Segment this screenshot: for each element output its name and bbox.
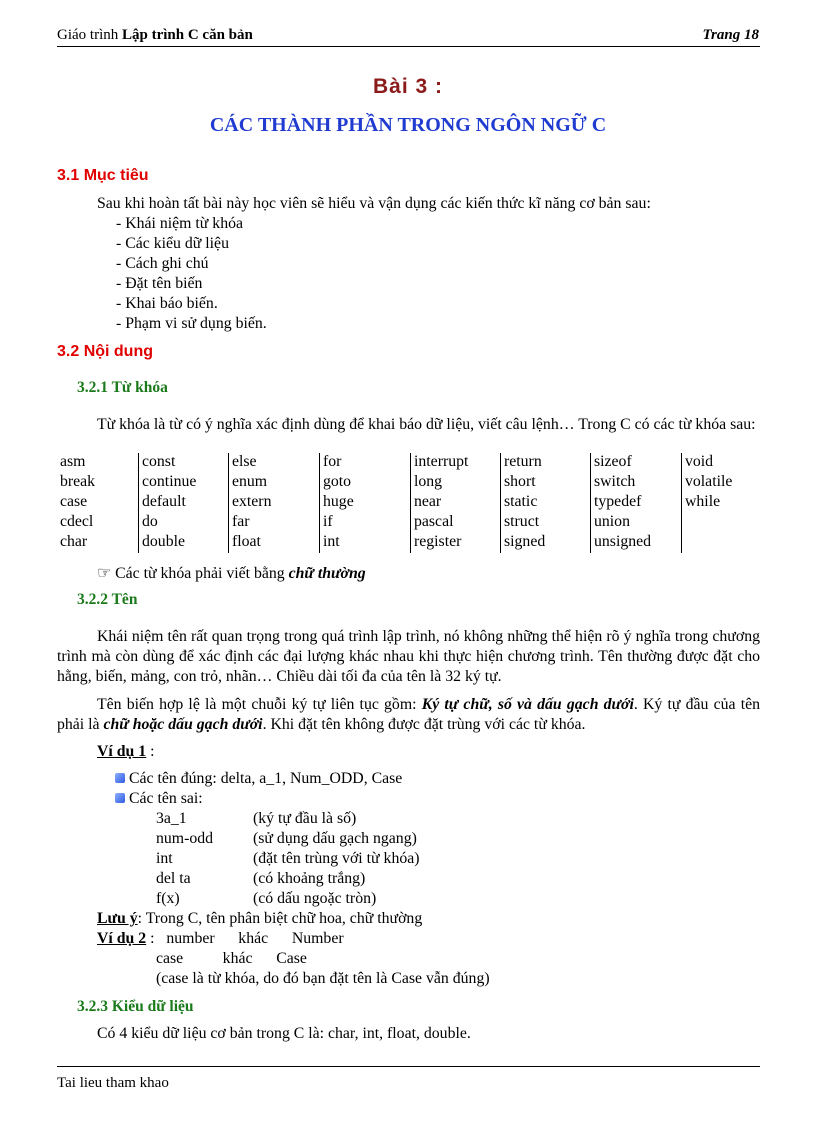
- invalid-name: int: [156, 850, 173, 867]
- data-types-paragraph: Có 4 kiểu dữ liệu cơ bản trong C là: char, int, float, double.: [97, 1025, 471, 1042]
- keyword-cell: enum: [229, 473, 320, 493]
- keyword-cell: case: [57, 493, 139, 513]
- keyword-cell: continue: [139, 473, 229, 493]
- invalid-name: del ta: [156, 870, 191, 887]
- keyword-cell: const: [139, 453, 229, 473]
- header-course: [57, 27, 253, 44]
- keyword-cell: while: [685, 493, 721, 510]
- objective-item: - Các kiểu dữ liệu: [116, 235, 229, 252]
- example-1-label: [97, 743, 155, 761]
- keyword-cell: huge: [320, 493, 411, 513]
- case-note-label: Lưu ý: [97, 910, 138, 927]
- keyword-cell: else: [229, 453, 320, 473]
- keyword-cell: float: [229, 533, 320, 553]
- example-1-colon: :: [146, 743, 155, 760]
- lesson-number: Bài 3 :: [372, 75, 444, 98]
- keyword-cell: cdecl: [57, 513, 139, 533]
- invalid-name: f(x): [156, 890, 180, 907]
- bullet-icon: [115, 773, 125, 783]
- keyword-cell: [682, 533, 756, 553]
- name-paragraph-2: [57, 695, 760, 735]
- keyword-cell: short: [501, 473, 591, 493]
- section-3-2-heading: 3.2 Nội dung: [57, 343, 153, 360]
- example-2-line-3: (case là từ khóa, do đó bạn đặt tên là Case vẫn đúng): [156, 970, 490, 987]
- keyword-cell: union: [591, 513, 682, 533]
- case-note: [97, 910, 422, 928]
- invalid-reason: (có dấu ngoặc tròn): [253, 890, 377, 907]
- example-2-line-2: case khác Case: [156, 950, 307, 967]
- keyword-cell: default: [139, 493, 229, 513]
- invalid-name: 3a_1: [156, 810, 187, 827]
- keyword-cell: double: [139, 533, 229, 553]
- header-divider: [57, 46, 760, 47]
- keyword-cell: goto: [320, 473, 411, 493]
- example-1-title: Ví dụ 1: [97, 743, 147, 760]
- keyword-cell: far: [229, 513, 320, 533]
- keyword-cell: return: [501, 453, 591, 473]
- keyword-cell: pascal: [411, 513, 501, 533]
- keyword-note-emphasis: chữ thường: [288, 565, 366, 582]
- keyword-row: [57, 453, 755, 473]
- lesson-title: CÁC THÀNH PHẦN TRONG NGÔN NGỮ C: [209, 114, 607, 136]
- keyword-cell: typedef: [591, 493, 682, 513]
- keyword-row: [57, 493, 755, 513]
- header-course-name: Lập trình C căn bản: [122, 27, 253, 43]
- objective-item: - Khái niệm từ khóa: [116, 215, 244, 232]
- invalid-names: [115, 790, 203, 808]
- keyword-note: [97, 563, 366, 583]
- section-3-1-intro: Sau khi hoàn tất bài này học viên sẽ hiểu và vận dụng các kiến thức kĩ năng cơ bản sau:: [97, 195, 651, 212]
- example-2: [97, 930, 344, 948]
- invalid-name: num-odd: [156, 830, 214, 847]
- keyword-cell: register: [411, 533, 501, 553]
- invalid-names-label: Các tên sai:: [129, 790, 203, 807]
- pointing-hand-icon: ☞: [97, 565, 112, 582]
- objective-item: - Phạm vi sử dụng biến.: [116, 315, 267, 332]
- keyword-cell: int: [320, 533, 411, 553]
- keyword-cell: for: [320, 453, 411, 473]
- keyword-row: [57, 533, 755, 553]
- section-3-2-2-heading: 3.2.2 Tên: [77, 591, 138, 608]
- keyword-table: [57, 453, 755, 553]
- keyword-cell: interrupt: [411, 453, 501, 473]
- name-rule-text-c: . Khi đặt tên không được đặt trùng với các từ khóa.: [262, 716, 586, 733]
- invalid-reason: (đặt tên trùng với từ khóa): [253, 850, 420, 867]
- keyword-cell: volatile: [685, 473, 733, 490]
- keyword-cell: break: [57, 473, 139, 493]
- valid-names-text: Các tên đúng: delta, a_1, Num_ODD, Case: [129, 770, 403, 787]
- section-3-2-1-heading: 3.2.1 Từ khóa: [77, 379, 168, 396]
- keyword-cell: extern: [229, 493, 320, 513]
- footer-text: Tai lieu tham khao: [57, 1075, 169, 1091]
- invalid-reason: (sử dụng dấu gạch ngang): [253, 830, 417, 847]
- header-prefix: Giáo trình: [57, 27, 122, 43]
- keyword-cell: static: [501, 493, 591, 513]
- bullet-icon: [115, 793, 125, 803]
- objective-item: - Cách ghi chú: [116, 255, 209, 272]
- name-rule-text-b: . Ký tự đầu của tên phải là: [57, 696, 760, 733]
- objective-item: - Khai báo biến.: [116, 295, 218, 312]
- invalid-reason: (ký tự đầu là số): [253, 810, 357, 827]
- name-rule-text-a: Tên biến hợp lệ là một chuỗi ký tự liên tục gồm:: [97, 696, 422, 713]
- keyword-cell: [682, 513, 756, 533]
- header-page-number: Trang 18: [702, 27, 759, 43]
- keyword-cell: void: [685, 453, 714, 470]
- example-2-title: Ví dụ 2: [97, 930, 147, 947]
- keyword-cell: asm: [57, 453, 139, 473]
- keyword-cell: near: [411, 493, 501, 513]
- keyword-cell: do: [139, 513, 229, 533]
- name-rule-emphasis-a: Ký tự chữ, số và dấu gạch dưới: [421, 696, 634, 713]
- keyword-cell: if: [320, 513, 411, 533]
- keyword-cell: switch: [591, 473, 682, 493]
- invalid-reason: (có khoảng trắng): [253, 870, 366, 887]
- keyword-cell: signed: [501, 533, 591, 553]
- name-paragraph-1: Khái niệm tên rất quan trọng trong quá trình lập trình, nó không những thể hiện rõ ý nghĩa trong chương trình mà còn dùng để xác định các đại lượng khác nhau khi thực hiện chương trình. Tên thường được đặt cho hằng, biến, mảng, con trỏ, nhãn… Chiều dài tối đa của tên là 32 ký tự.: [57, 628, 760, 685]
- keyword-cell: char: [57, 533, 139, 553]
- section-3-2-3-heading: 3.2.3 Kiểu dữ liệu: [77, 998, 194, 1015]
- keyword-note-text: Các từ khóa phải viết bằng: [111, 565, 289, 582]
- case-note-text: : Trong C, tên phân biệt chữ hoa, chữ thường: [137, 910, 423, 927]
- keyword-cell: struct: [501, 513, 591, 533]
- keyword-row: [57, 513, 755, 533]
- valid-names: [115, 770, 402, 788]
- keyword-cell: long: [411, 473, 501, 493]
- footer-divider: [57, 1066, 760, 1067]
- example-2-line-1: : number khác Number: [150, 930, 344, 947]
- section-3-1-heading: 3.1 Mục tiêu: [57, 167, 149, 184]
- keyword-row: [57, 473, 755, 493]
- keyword-cell: unsigned: [591, 533, 682, 553]
- objective-item: - Đặt tên biến: [116, 275, 203, 292]
- name-rule-emphasis-b: chữ hoặc dấu gạch dưới: [103, 716, 263, 733]
- keyword-paragraph: Từ khóa là từ có ý nghĩa xác định dùng để khai báo dữ liệu, viết câu lệnh… Trong C có các từ khóa sau:: [97, 416, 756, 433]
- keyword-cell: sizeof: [591, 453, 682, 473]
